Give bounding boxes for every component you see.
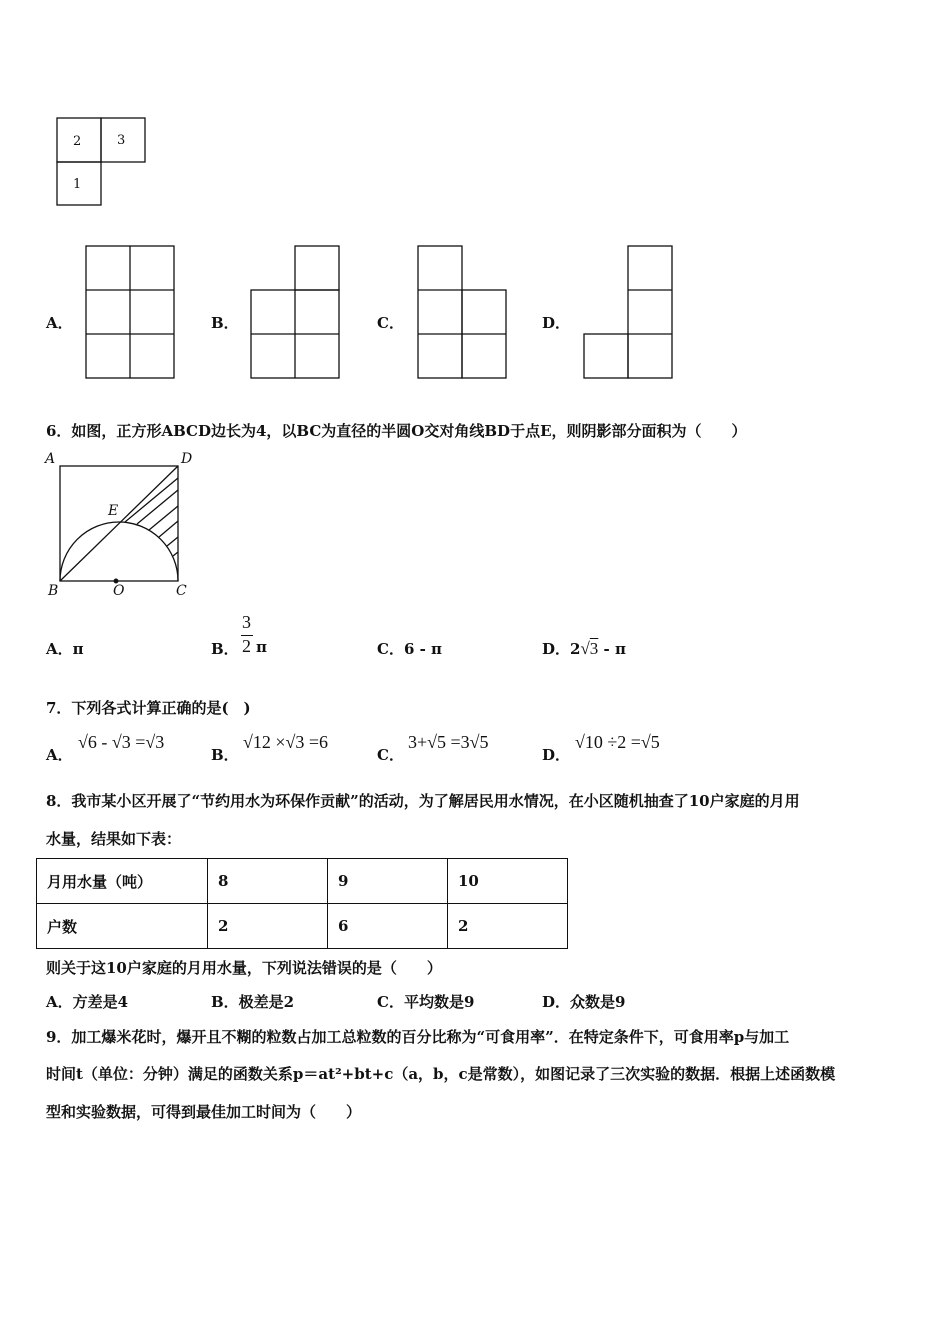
q8-option-b[interactable]: B．极差是2: [211, 993, 295, 1011]
table-cell: 6: [328, 904, 448, 949]
top-net-figure: [57, 118, 145, 205]
q9-line3: 型和实验数据，可得到最佳加工时间为（ ）: [46, 1103, 362, 1121]
table-cell: 2: [208, 904, 328, 949]
q8-stem-line1: 8．我市某小区开展了“节约用水为环保作贡献”的活动，为了解居民用水情况，在小区随机抽查了10户家庭的月用: [46, 792, 800, 810]
label-d: D: [181, 451, 193, 467]
top-cell-3: 3: [117, 133, 126, 148]
q5-option-d[interactable]: D．: [542, 314, 571, 332]
q8-option-d[interactable]: D．众数是9: [542, 993, 626, 1011]
fraction-numerator: 3: [242, 612, 251, 632]
option-label: A．: [46, 640, 73, 658]
option-label: B．: [211, 640, 239, 658]
q5-option-a[interactable]: A．: [46, 314, 73, 332]
table-row: [37, 904, 568, 949]
water-usage-table: [36, 858, 568, 949]
option-d-figure: [584, 246, 672, 378]
radicand: 3: [589, 639, 599, 658]
q9-line1: 9．加工爆米花时，爆开且不糊的粒数占加工总粒数的百分比称为“可食用率”．在特定条件下，可食用率p与加工: [46, 1028, 790, 1046]
label-a: A: [45, 451, 56, 467]
table-cell: 10: [448, 859, 568, 904]
option-label: D．: [542, 640, 571, 658]
table-cell: 户数: [37, 904, 208, 949]
q6-option-c[interactable]: [377, 638, 442, 659]
q5-option-c[interactable]: C．: [377, 314, 404, 332]
option-coef: 2: [570, 640, 581, 658]
q6-stem: 6．如图，正方形ABCD边长为4，以BC为直径的半圆O交对角线BD于点E，则阴影部分面积为（ ）: [46, 422, 747, 440]
option-c-figure: [418, 246, 506, 378]
q7-option-b-expr: √12 ×√3 =6: [243, 732, 329, 752]
q6-option-b[interactable]: [211, 638, 239, 659]
table-cell: 月用水量（吨）: [37, 859, 208, 904]
q8-stem-line2: 水量，结果如下表：: [46, 830, 182, 848]
q9-line2: 时间t（单位：分钟）满足的函数关系p＝at²+bt+c（a，b，c是常数），如图记录了三次实验的数据．根据上述函数模: [46, 1065, 836, 1083]
table-row: [37, 859, 568, 904]
q6-geometry-figure: [60, 466, 178, 583]
q7-option-d-label[interactable]: D．: [542, 746, 571, 764]
option-text: π: [72, 640, 84, 658]
q7-option-a-expr: √6 - √3 =√3: [78, 732, 165, 752]
fraction-denominator: 2: [242, 636, 251, 656]
table-cell: 2: [448, 904, 568, 949]
option-text: 6 - π: [403, 640, 443, 658]
q8-option-c[interactable]: C．平均数是9: [377, 993, 475, 1011]
option-b-pi: π: [256, 638, 267, 656]
q6-option-a[interactable]: [46, 638, 84, 659]
table-cell: 8: [208, 859, 328, 904]
q8-question: 则关于这10户家庭的月用水量，下列说法错误的是（ ）: [46, 959, 442, 977]
label-e: E: [108, 503, 119, 519]
q8-option-a[interactable]: A．方差是4: [46, 993, 129, 1011]
label-b: B: [48, 583, 59, 599]
top-cell-1: 1: [73, 177, 82, 192]
q7-option-b-label[interactable]: B．: [211, 746, 239, 764]
top-cell-2: 2: [73, 134, 82, 149]
q5-option-b[interactable]: B．: [211, 314, 239, 332]
option-text: - π: [598, 640, 626, 658]
option-a-figure: [86, 246, 174, 378]
q7-option-d-expr: √10 ÷2 =√5: [575, 732, 660, 752]
table-cell: 9: [328, 859, 448, 904]
q7-option-a-label[interactable]: A．: [46, 746, 73, 764]
option-label: C．: [377, 640, 404, 658]
option-b-figure: [251, 246, 339, 378]
label-c: C: [176, 583, 187, 599]
label-o: O: [113, 583, 125, 599]
q7-stem: 7．下列各式计算正确的是( ): [46, 699, 251, 717]
q7-option-c-label[interactable]: C．: [377, 746, 404, 764]
q7-option-c-expr: 3+√5 =3√5: [408, 732, 489, 752]
q6-option-d[interactable]: D．2√3 - π: [542, 639, 626, 658]
